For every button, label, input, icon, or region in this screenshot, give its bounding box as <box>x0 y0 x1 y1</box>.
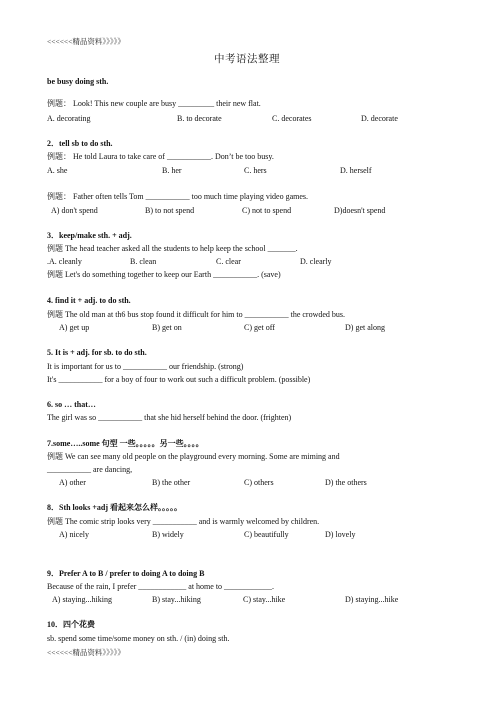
option-d: D)doesn't spend <box>334 206 386 215</box>
section-3-question-1: 例题 The head teacher asked all the students to help keep the school _______. <box>47 244 298 253</box>
header-watermark: <<<<<<精品资料》》》》》 <box>47 37 125 46</box>
section-2-heading: 2．tell sb to do sth. <box>47 139 113 148</box>
option-a: A) staying...hiking <box>52 595 112 604</box>
section-5-line-2: It's ___________ for a boy of four to work out such a difficult problem. (possible) <box>47 375 311 384</box>
section-3-question-2: 例题 Let's do something together to keep our Earth ___________. (save) <box>47 270 281 279</box>
section-8-heading: 8．Sth looks +adj 看起来怎么样。。。。。 <box>47 503 183 512</box>
section-5-line-1: It is important for us to ___________ our friendship. (strong) <box>47 362 244 371</box>
section-9-heading: 9．Prefer A to B / prefer to doing A to doing B <box>47 569 205 578</box>
option-d: D) lovely <box>325 530 356 539</box>
option-a: A) get up <box>59 323 90 332</box>
section-4-heading: 4. find it + adj. to do sth. <box>47 296 131 305</box>
section-8-question: 例题 The comic strip looks very ___________ and is warmly welcomed by children. <box>47 517 320 526</box>
option-a: A) nicely <box>59 530 89 539</box>
section-6-heading: 6. so … that… <box>47 400 96 409</box>
footer-watermark: <<<<<<精品资料》》》》》 <box>47 648 125 657</box>
section-10-heading: 10．四个花费 <box>47 620 95 629</box>
option-d: D) staying...hike <box>345 595 399 604</box>
section-9-question: Because of the rain, I prefer ____________ at home to ____________. <box>47 582 275 591</box>
section-7-question-2: ___________ are dancing, <box>47 465 133 474</box>
section-5-heading: 5. It is + adj. for sb. to do sth. <box>47 348 147 357</box>
option-b: B) to not spend <box>145 206 195 215</box>
section-2-question-2: 例题： Father often tells Tom ___________ too much time playing video games. <box>47 192 309 201</box>
section-10-line-1: sb. spend some time/some money on sth. / (in) doing sth. <box>47 634 230 643</box>
option-a: A) other <box>59 478 86 487</box>
option-b: B) get on <box>152 323 182 332</box>
section-2-question-1: 例题： He told Laura to take care of ___________. Don’t be too busy. <box>47 152 274 161</box>
option-d: D. decorate <box>361 114 398 123</box>
section-7-heading: 7.some…..some 句型 一些。。。。。另一些。。。。 <box>47 439 204 448</box>
option-b: B. her <box>162 166 182 175</box>
option-d: D. clearly <box>300 257 332 266</box>
section-1-heading: be busy doing sth. <box>47 77 109 86</box>
section-6-line-1: The girl was so ___________ that she hid herself behind the door. (frighten) <box>47 413 292 422</box>
option-b: B) widely <box>152 530 184 539</box>
option-c: C) not to spend <box>242 206 292 215</box>
section-4-question: 例题 The old man at th6 bus stop found it difficult for him to ___________ the crowded bus. <box>47 310 346 319</box>
option-c: C) beautifully <box>244 530 289 539</box>
option-c: C) others <box>244 478 274 487</box>
option-c: C) get off <box>244 323 275 332</box>
option-c: C) stay...hike <box>243 595 286 604</box>
option-b: B) the other <box>152 478 191 487</box>
option-b: B. to decorate <box>177 114 222 123</box>
section-1-question: 例题： Look! This new couple are busy _________ their new flat. <box>47 99 261 108</box>
section-3-heading: 3．keep/make sth. + adj. <box>47 231 132 240</box>
option-a: A. she <box>47 166 68 175</box>
option-a: A. decorating <box>47 114 91 123</box>
option-b: B. clean <box>130 257 157 266</box>
option-d: D) the others <box>325 478 367 487</box>
option-c: C. clear <box>216 257 241 266</box>
section-7-question-1: 例题 We can see many old people on the playground every morning. Some are miming and <box>47 452 340 461</box>
option-a: A) don't spend <box>51 206 98 215</box>
option-d: D. herself <box>340 166 372 175</box>
option-d: D) get along <box>345 323 385 332</box>
option-c: C. hers <box>244 166 267 175</box>
page-title: 中考语法整理 <box>214 54 280 65</box>
option-c: C. decorates <box>272 114 312 123</box>
option-a: .A. cleanly <box>47 257 82 266</box>
option-b: B) stay...hiking <box>152 595 201 604</box>
